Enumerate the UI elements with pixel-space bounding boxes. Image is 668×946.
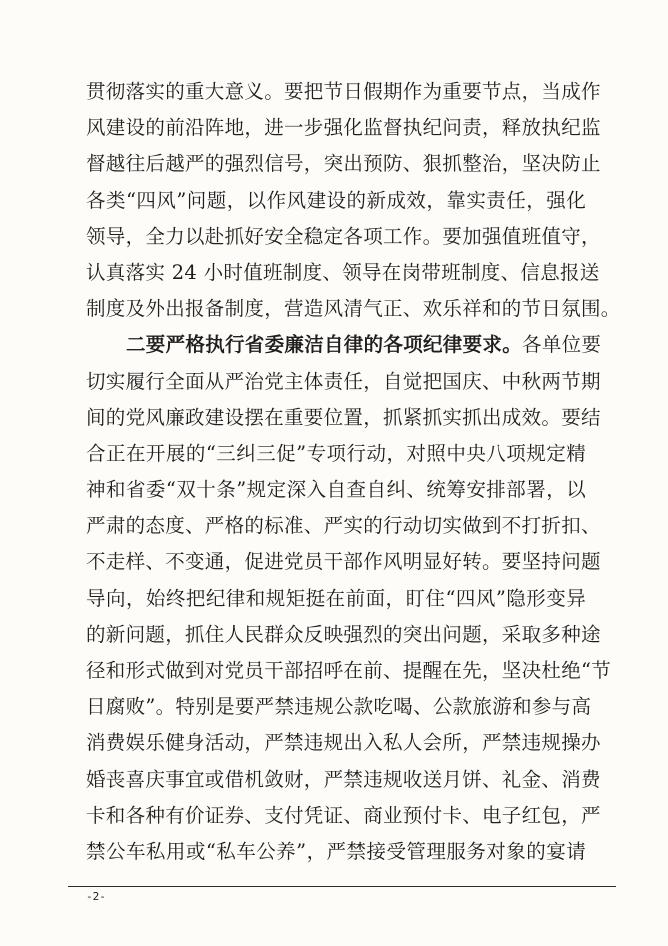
text-line: 间的党风廉政建设摆在重要位置，抓紧抓实抓出成效。要结: [86, 405, 601, 429]
text-line: 领导，全力以赴抓好安全稳定各项工作。要加强值班值守，: [86, 224, 601, 248]
text-line: 风建设的前沿阵地，进一步强化监督执纪问责，释放执纪监: [86, 116, 601, 140]
text-line: 导向，始终把纪律和规矩挺在前面，盯住“四风”隐形变异: [86, 586, 586, 610]
text-line: 合正在开展的“三纠三促”专项行动，对照中央八项规定精: [86, 441, 586, 465]
page-number: -2-: [86, 890, 106, 903]
section-heading: 二要严格执行省委廉洁自律的各项纪律要求。: [126, 333, 523, 357]
text-line: 卡和各种有价证券、支付凭证、商业预付卡、电子红包，严: [86, 803, 601, 827]
body-text: [86, 74, 621, 870]
text-line: 的新问题，抓住人民群众反映强烈的突出问题，采取多种途: [86, 622, 601, 646]
text-line: 切实履行全面从严治党主体责任，自觉把国庆、中秋两节期: [86, 369, 601, 393]
footer-divider: [68, 886, 616, 887]
text-line: 督越往后越严的强烈信号，突出预防、狠抓整治，坚决防止: [86, 152, 601, 176]
text-line: 神和省委“双十条”规定深入自查自纠、统筹安排部署，以: [86, 478, 586, 502]
section-heading-line: [86, 327, 602, 363]
text-line: 严肃的态度、严格的标准、严实的行动切实做到不打折扣、: [86, 514, 601, 538]
text-line: 制度及外出报备制度，营造风清气正、欢乐祥和的节日氛围。: [86, 297, 621, 321]
section-heading-continuation: 各单位要: [522, 333, 602, 357]
text-line: 认真落实 24 小时值班制度、领导在岗带班制度、信息报送: [86, 260, 600, 284]
text-line: 径和形式做到对党员干部招呼在前、提醒在先，坚决杜绝“节: [86, 659, 612, 682]
text-line: 贯彻落实的重大意义。要把节日假期作为重要节点，当成作: [86, 80, 601, 103]
text-line: 日腐败”。特别是要严禁违规公款吃喝、公款旅游和参与高: [86, 695, 592, 719]
text-line: 不走样、不变通，促进党员干部作风明显好转。要坚持问题: [86, 550, 601, 574]
text-line: 婚丧喜庆事宜或借机敛财，严禁违规收送月饼、礼金、消费: [86, 767, 601, 791]
text-line: 各类“四风”问题，以作风建设的新成效，靠实责任，强化: [86, 188, 586, 212]
text-line: 禁公车私用或“私车公养”，严禁接受管理服务对象的宴请: [86, 839, 586, 863]
text-line: 消费娱乐健身活动，严禁违规出入私人会所，严禁违规操办: [86, 731, 601, 755]
